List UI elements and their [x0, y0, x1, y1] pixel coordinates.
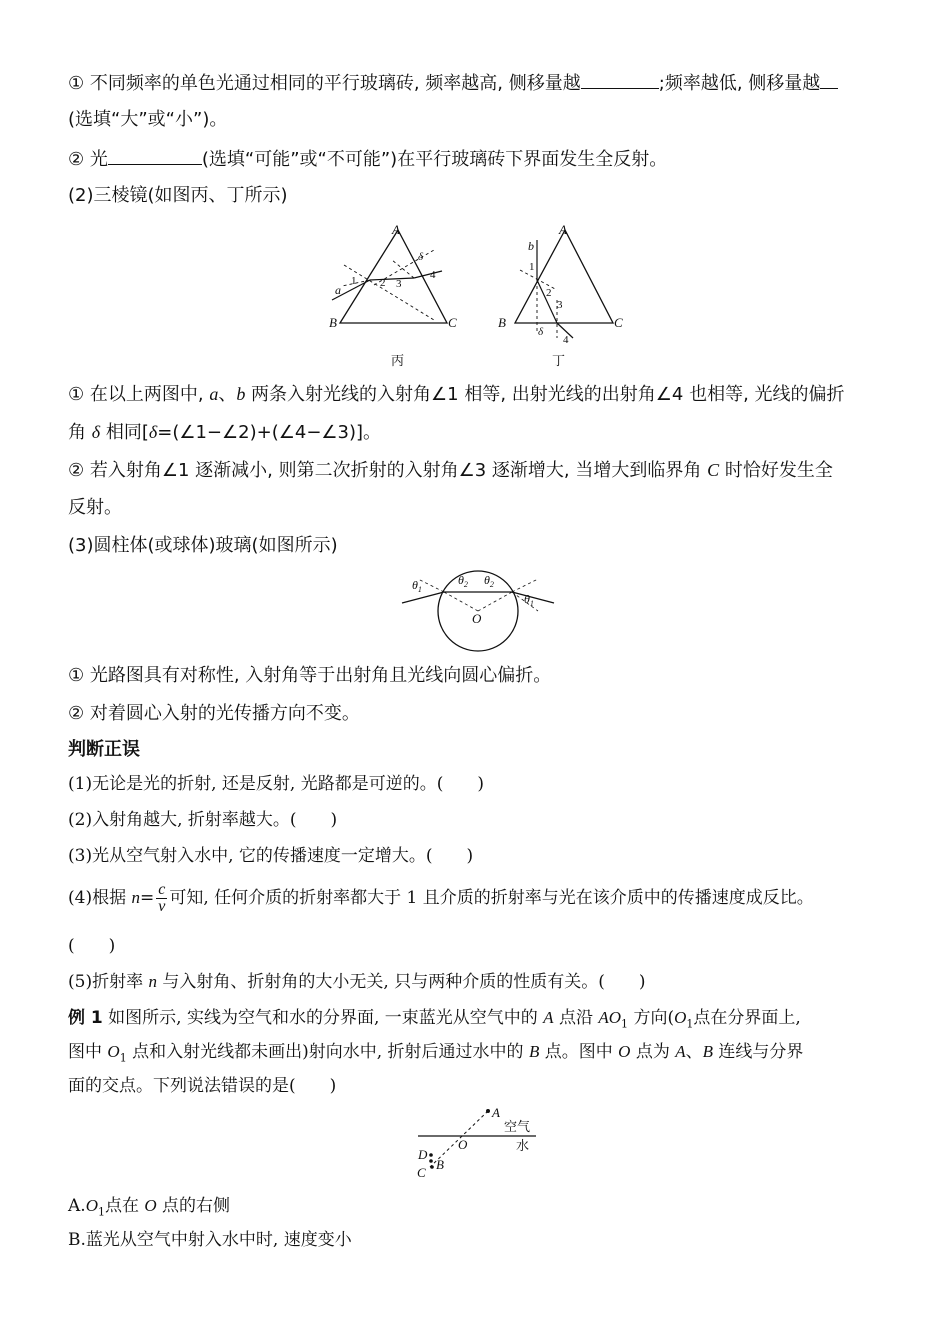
angle-2-label: 2 [380, 277, 386, 289]
theta1-label: $\theta_1$ [524, 592, 534, 608]
line-5: ① 在以上两图中, a、b 两条入射光线的入射角∠1 相等, 出射光线的出射角∠4 也相等, 光线的偏折 [68, 384, 845, 405]
line-6: 角 δ 相同[δ=(∠1−∠2)+(∠4−∠3)]。 [68, 422, 382, 443]
air-label: 空气 [504, 1119, 531, 1134]
theta1-label: $\theta_1$ [412, 578, 422, 594]
angle-4-label: 4 [430, 269, 436, 281]
answer-blank-2[interactable] [820, 70, 838, 89]
line-3: ② 光 (选填“可能”或“不可能”)在平行玻璃砖下界面发生全反射。 [68, 146, 667, 172]
figure-caption: 丁 [552, 353, 566, 368]
vertex-c-label: C [448, 315, 457, 330]
figure-caption: 丙 [391, 353, 405, 368]
example-line-3: 面的交点。下列说法错误的是( ) [68, 1076, 337, 1096]
prism-figure-ding [495, 220, 630, 370]
answer-blank-3[interactable] [108, 146, 202, 165]
vertex-b-label: B [498, 315, 506, 330]
fraction-c-over-v: $\frac{c}{v}$ [158, 881, 166, 915]
section-heading: 判断正误 [68, 739, 140, 760]
point-d-label: D [418, 1147, 428, 1162]
point-c-label: C [417, 1165, 426, 1180]
vertex-a-label: A [559, 222, 567, 237]
water-label: 水 [516, 1138, 530, 1153]
ray-label: b [528, 239, 534, 253]
vertex-a-label: A [392, 222, 400, 237]
point-b-label: B [436, 1157, 444, 1172]
judge-item-4: (4)根据 n= $\frac{c}{v}$ 可知, 任何介质的折射率都大于 1 且介质的折射率与光在该介质中的传播速度成反比。 [68, 881, 814, 915]
ray-label: a [335, 283, 341, 297]
line-9: (3)圆柱体(或球体)玻璃(如图所示) [68, 535, 338, 556]
angle-3-label: 3 [396, 278, 402, 290]
line-4: (2)三棱镜(如图丙、丁所示) [68, 185, 288, 206]
center-label: O [472, 611, 482, 626]
option-b[interactable]: B.蓝光从空气中射入水中时, 速度变小 [68, 1230, 352, 1250]
vertex-b-label: B [329, 315, 337, 330]
angle-2-label: 2 [546, 287, 552, 299]
example-line-2: 图中 $O_1$ 点和入射光线都未画出)射向水中, 折射后通过水中的 B 点。图中 O 点为 A、B 连线与分界 [68, 1042, 804, 1065]
judge-item-5: (5)折射率 n 与入射角、折射角的大小无关, 只与两种介质的性质有关。( ) [68, 972, 646, 992]
cylinder-figure [398, 567, 558, 657]
point-a-label: A [492, 1105, 500, 1120]
example-line-1: 例 1 如图所示, 实线为空气和水的分界面, 一束蓝光从空气中的 A 点沿 $AO_1$ 方向($O_1$点在分界面上, [68, 1008, 801, 1031]
judge-item-2: (2)入射角越大, 折射率越大。( ) [68, 810, 338, 830]
line-7: ② 若入射角∠1 逐渐减小, 则第二次折射的入射角∠3 逐渐增大, 当增大到临界角 C 时恰好发生全 [68, 460, 833, 481]
line-10: ① 光路图具有对称性, 入射角等于出射角且光线向圆心偏折。 [68, 665, 552, 686]
line-11: ② 对着圆心入射的光传播方向不变。 [68, 703, 360, 724]
delta-label: δ [418, 251, 424, 263]
angle-3-label: 3 [557, 299, 563, 311]
prism-figure-bing [322, 220, 462, 370]
vertex-c-label: C [614, 315, 623, 330]
theta2-label: $\theta_2$ [458, 573, 468, 589]
option-a[interactable]: $A.O_1$点在 O 点的右侧 [68, 1196, 231, 1219]
answer-blank-1[interactable] [581, 70, 659, 89]
judge-item-3: (3)光从空气射入水中, 它的传播速度一定增大。( ) [68, 846, 474, 866]
line-2: (选填“大”或“小”)。 [68, 109, 228, 130]
angle-4-label: 4 [563, 334, 569, 346]
line-8: 反射。 [68, 497, 122, 518]
judge-item-1: (1)无论是光的折射, 还是反射, 光路都是可逆的。( ) [68, 774, 484, 794]
angle-1-label: 1 [351, 275, 357, 287]
angle-1-label: 1 [529, 261, 535, 273]
interface-figure [412, 1105, 542, 1183]
point-o-label: O [458, 1137, 468, 1152]
theta2-label: $\theta_2$ [484, 573, 494, 589]
delta-label: δ [538, 326, 544, 338]
judge-item-4-bracket: ( ) [68, 936, 116, 956]
line-1: ① 不同频率的单色光通过相同的平行玻璃砖, 频率越高, 侧移量越 ;频率越低, 侧移量越 [68, 70, 838, 96]
